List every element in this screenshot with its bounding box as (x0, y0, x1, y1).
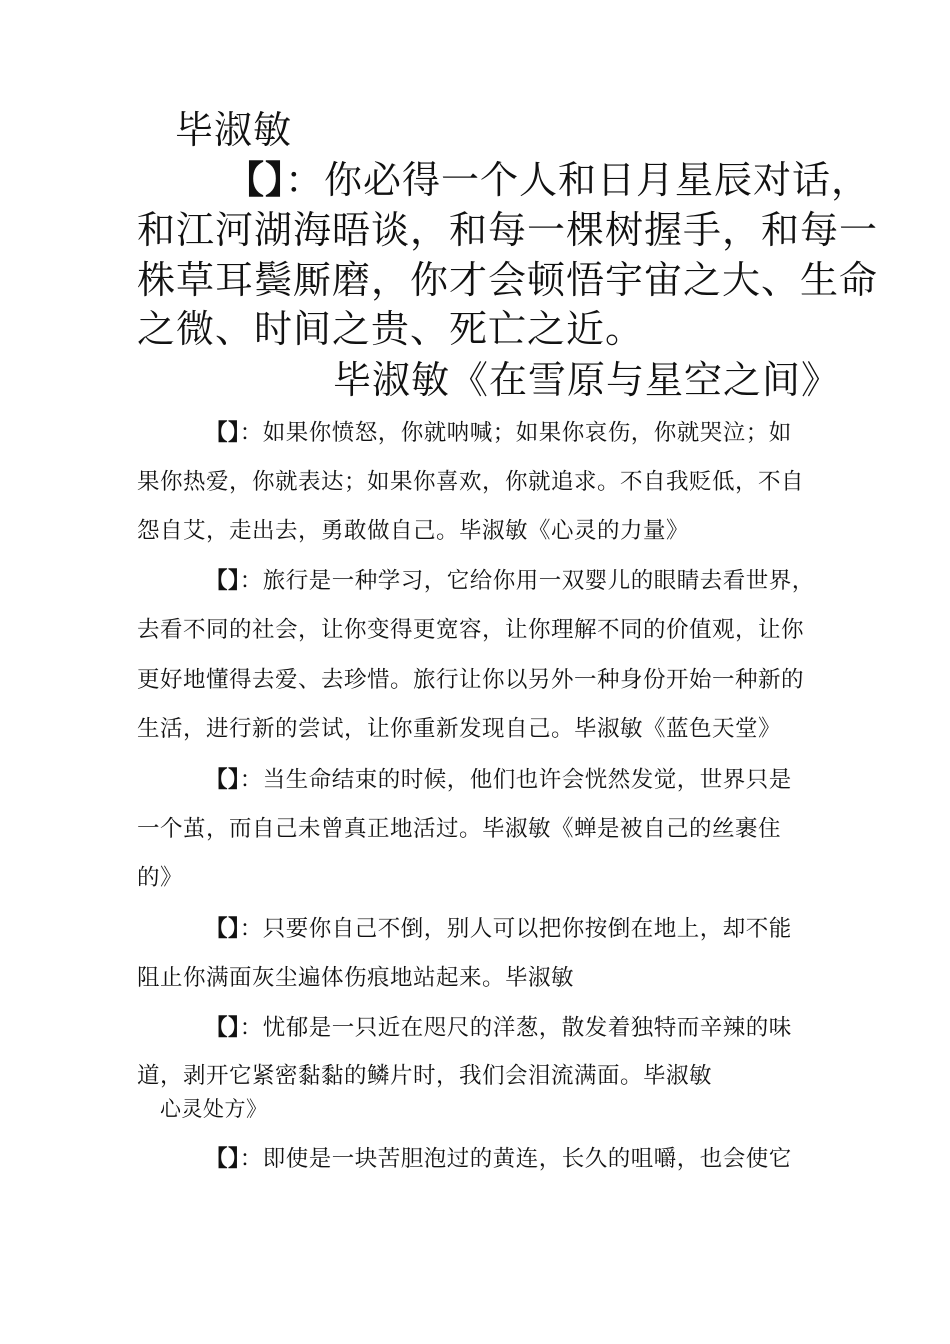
quote-text: ：只要你自己不倒，别人可以把你按倒在地上，却不能 (239, 916, 792, 942)
quote-2-line-1 (205, 409, 792, 458)
quote-text: ：当生命结束的时候，他们也许会恍然发觉，世界只是 (239, 767, 792, 793)
quote-bracket: 【】 (205, 1015, 240, 1041)
quote-4-line-3: 的》 (137, 865, 184, 891)
quote-3-line-2: 去看不同的社会，让你变得更宽容，让你理解不同的价值观，让你 (137, 617, 805, 643)
author-title: 毕淑敏 (175, 108, 293, 152)
quote-3-line-4: 生活，进行新的尝试，让你重新发现自己。毕淑敏《蓝色天堂》 (137, 716, 782, 742)
quote-1-line-2: 和江河湖海晤谈，和每一棵树握手，和每一 (137, 208, 879, 252)
quote-bracket: 【】 (205, 568, 240, 594)
quote-text: ：你必得一个人和日月星辰对话， (285, 158, 871, 202)
quote-6-line-1 (205, 1004, 792, 1053)
quote-text: ：旅行是一种学习，它给你用一双婴儿的眼睛去看世界， (239, 568, 815, 594)
quote-1-source: 毕淑敏《在雪原与星空之间》 (333, 358, 841, 402)
quote-3-line-1 (205, 557, 815, 606)
quote-text: ：如果你愤怒，你就呐喊；如果你哀伤，你就哭泣；如 (239, 420, 792, 446)
quote-1-line-4: 之微、时间之贵、死亡之近。 (137, 307, 645, 351)
quote-3-line-3: 更好地懂得去爱、去珍惜。旅行让你以另外一种身份开始一种新的 (137, 667, 805, 693)
quote-5-line-1 (205, 905, 792, 954)
quote-bracket: 【】 (226, 157, 286, 202)
quote-1-line-3: 株草耳鬓厮磨，你才会顿悟宇宙之大、生命 (137, 258, 879, 302)
quote-bracket: 【】 (205, 1146, 240, 1172)
quote-5-line-2: 阻止你满面灰尘遍体伤痕地站起来。毕淑敏 (137, 965, 575, 991)
quote-2-line-3: 怨自艾，走出去，勇敢做自己。毕淑敏《心灵的力量》 (137, 518, 690, 544)
quote-6-line-3: 心灵处方》 (160, 1097, 268, 1121)
quote-2-line-2: 果你热爱，你就表达；如果你喜欢，你就追求。不自我贬低，不自 (137, 469, 805, 495)
quote-4-line-1 (205, 756, 792, 805)
quote-text: ：忧郁是一只近在咫尺的洋葱，散发着独特而辛辣的味 (239, 1015, 792, 1041)
quote-bracket: 【】 (205, 916, 240, 942)
quote-4-line-2: 一个茧，而自己未曾真正地活过。毕淑敏《蝉是被自己的丝裹住 (137, 816, 782, 842)
quote-6-line-2: 道，剥开它紧密黏黏的鳞片时，我们会泪流满面。毕淑敏 (137, 1063, 713, 1089)
quote-1-line-1 (226, 154, 870, 206)
quote-bracket: 【】 (205, 767, 240, 793)
quote-bracket: 【】 (205, 420, 240, 446)
quote-7-line-1 (205, 1135, 792, 1184)
quote-text: ：即使是一块苦胆泡过的黄连，长久的咀嚼，也会使它 (239, 1146, 792, 1172)
